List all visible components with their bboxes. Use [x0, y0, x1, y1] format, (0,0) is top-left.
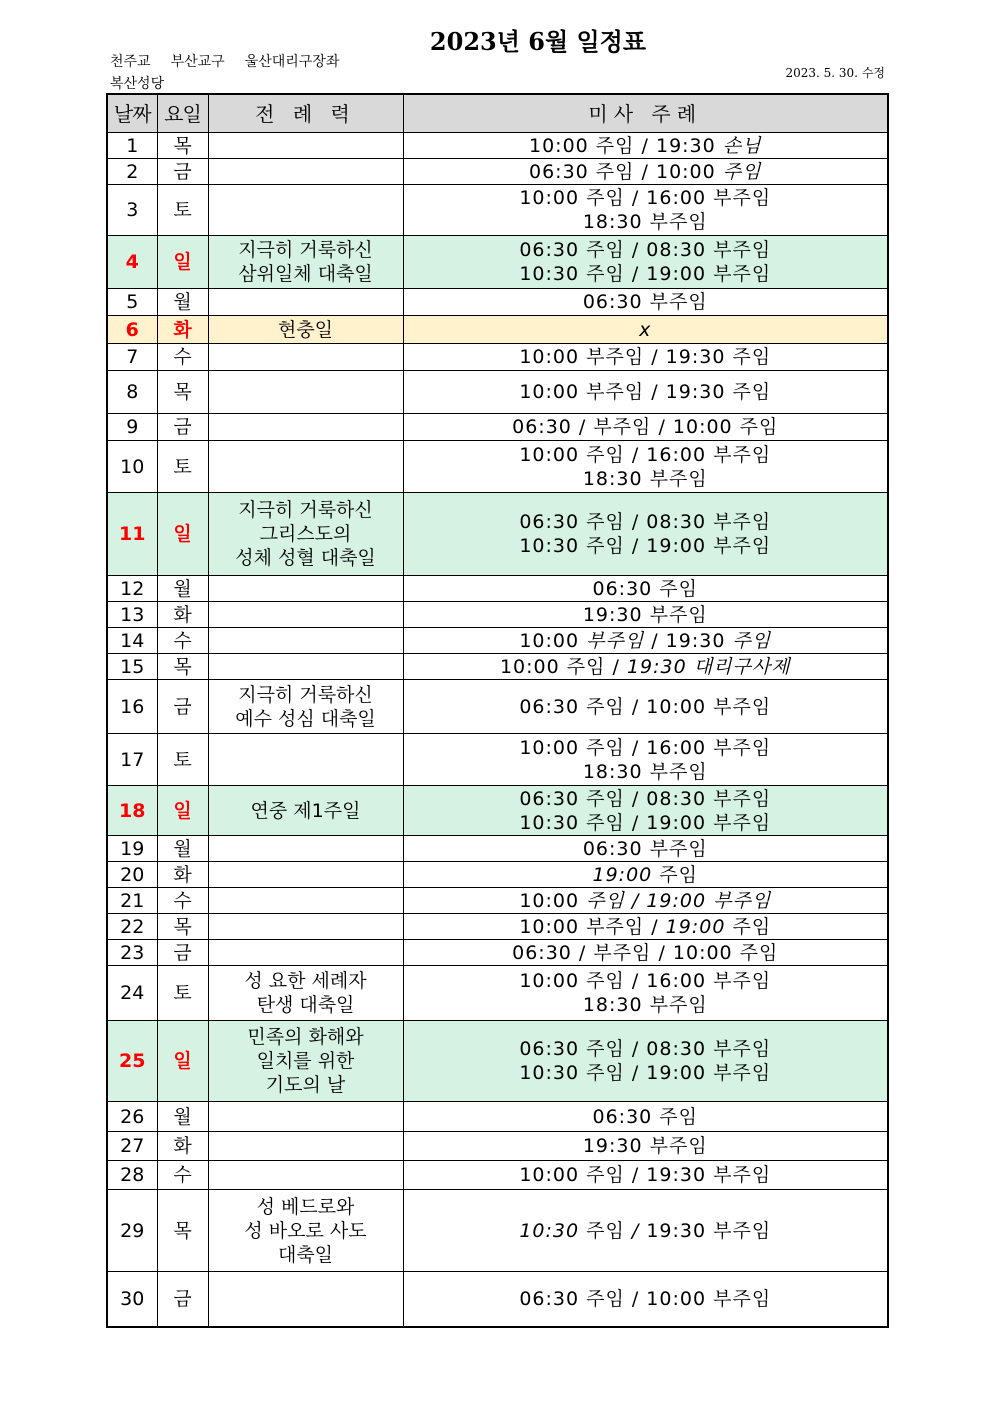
row-feast [208, 289, 403, 316]
schedule-row [107, 159, 888, 185]
row-date: 6 [107, 316, 157, 344]
header-feast: 전 례 력 [208, 94, 403, 133]
row-feast [208, 836, 403, 862]
schedule-row [107, 966, 888, 1021]
row-mass [403, 493, 888, 576]
row-date: 11 [107, 493, 157, 576]
schedule-row [107, 1021, 888, 1102]
mass-segment: x [639, 318, 652, 341]
mass-segment: 18:30 부주임 [582, 994, 708, 1016]
schedule-row [107, 602, 888, 628]
row-date: 30 [107, 1272, 157, 1327]
mass-line [404, 467, 888, 491]
row-date: 22 [107, 914, 157, 940]
row-feast [208, 371, 403, 414]
row-date: 8 [107, 371, 157, 414]
row-day: 금 [157, 159, 208, 185]
row-date: 29 [107, 1190, 157, 1272]
mass-line [404, 210, 888, 234]
mass-segment: / [631, 1219, 640, 1242]
row-feast [208, 888, 403, 914]
mass-segment: 10:00 [519, 629, 587, 652]
row-mass [403, 914, 888, 940]
row-day: 수 [157, 1161, 208, 1190]
mass-segment: 10:00 주임 / 16:00 부주임 [519, 736, 772, 759]
mass-line [404, 415, 888, 439]
mass-segment: 10:00 주임 / 19:30 부주임 [519, 1164, 772, 1186]
mass-segment: 10:30 주임 / 19:00 부주임 [519, 811, 772, 834]
row-feast: 연중 제1주일 [208, 786, 403, 836]
header-day: 요일 [157, 94, 208, 133]
row-mass [403, 316, 888, 344]
row-mass [403, 1272, 888, 1327]
row-date: 25 [107, 1021, 157, 1102]
mass-line [404, 510, 888, 534]
mass-segment: 10:00 주임 / [499, 655, 627, 678]
schedule-row [107, 1102, 888, 1132]
schedule-row [107, 734, 888, 786]
schedule-row [107, 344, 888, 371]
row-feast [208, 1102, 403, 1132]
schedule-row [107, 888, 888, 914]
mass-segment: 주임 [722, 160, 762, 183]
mass-segment: 손님 [722, 134, 762, 157]
row-mass [403, 888, 888, 914]
row-feast [208, 1272, 403, 1327]
mass-segment: 06:30 주임 / 08:30 부주임 [519, 787, 772, 810]
schedule-row [107, 654, 888, 680]
row-mass [403, 344, 888, 371]
header-mass: 미사 주례 [403, 94, 888, 133]
mass-segment: 06:30 주임 [592, 577, 698, 600]
row-day: 금 [157, 1272, 208, 1327]
row-day: 월 [157, 289, 208, 316]
row-date: 13 [107, 602, 157, 628]
row-day: 금 [157, 414, 208, 441]
row-mass [403, 862, 888, 888]
mass-line [404, 695, 888, 719]
mass-line [404, 915, 888, 939]
row-mass [403, 236, 888, 289]
mass-line [404, 863, 888, 887]
schedule-row [107, 628, 888, 654]
schedule-row [107, 680, 888, 734]
row-date: 26 [107, 1102, 157, 1132]
mass-segment: 10:30 주임 / 19:00 부주임 [519, 1062, 772, 1084]
row-day: 금 [157, 940, 208, 966]
mass-segment: 06:30 부주임 [582, 291, 708, 313]
mass-line [404, 318, 888, 342]
schedule-row [107, 1190, 888, 1272]
row-mass [403, 414, 888, 441]
row-mass [403, 628, 888, 654]
mass-segment: 06:30 주임 / 08:30 부주임 [519, 511, 772, 533]
schedule-row [107, 1161, 888, 1190]
schedule-body [107, 133, 888, 1327]
org-vicariate: 울산대리구장좌 [244, 54, 340, 70]
row-date: 18 [107, 786, 157, 836]
mass-segment: 19:00 [592, 863, 653, 886]
row-mass [403, 1190, 888, 1272]
row-day: 목 [157, 133, 208, 159]
mass-segment: 06:30 주임 / 08:30 부주임 [519, 239, 772, 261]
mass-segment: 주임 [652, 863, 698, 886]
mass-segment: 06:30 주임 / 10:00 [529, 160, 723, 183]
row-date: 10 [107, 441, 157, 493]
mass-segment: 18:30 부주임 [582, 211, 708, 233]
row-day: 토 [157, 185, 208, 236]
mass-line [404, 941, 888, 965]
mass-line [404, 837, 888, 861]
row-mass [403, 1161, 888, 1190]
mass-segment: 10:00 부주임 / 19:30 주임 [519, 381, 772, 403]
mass-line [404, 262, 888, 286]
org-block [110, 51, 359, 95]
row-day: 일 [157, 1021, 208, 1102]
row-mass [403, 786, 888, 836]
row-date: 23 [107, 940, 157, 966]
mass-segment: 06:30 / 부주임 / 10:00 주임 [512, 941, 779, 964]
mass-segment: 06:30 부주임 [582, 837, 708, 860]
mass-line [404, 736, 888, 760]
schedule-row [107, 1132, 888, 1161]
mass-segment: 19:30 부주임 [582, 603, 708, 626]
mass-line [404, 655, 888, 679]
mass-segment: 10:00 주임 / 16:00 부주임 [519, 443, 772, 466]
row-day: 화 [157, 1132, 208, 1161]
row-feast [208, 576, 403, 602]
row-feast: 민족의 화해와 일치를 위한 기도의 날 [208, 1021, 403, 1102]
mass-segment: 10:00 주임 / 16:00 부주임 [519, 187, 772, 209]
row-mass [403, 966, 888, 1021]
mass-line [404, 534, 888, 558]
mass-line [404, 1287, 888, 1311]
schedule-row [107, 316, 888, 344]
row-mass [403, 602, 888, 628]
row-mass [403, 185, 888, 236]
schedule-row [107, 371, 888, 414]
row-feast: 지극히 거룩하신 삼위일체 대축일 [208, 236, 403, 289]
row-day: 수 [157, 628, 208, 654]
row-mass [403, 441, 888, 493]
mass-segment: 19:30 대리구사제 [626, 655, 791, 678]
mass-segment: 10:00 주임 / 19:30 [529, 134, 723, 157]
org-church: 천주교 [110, 54, 151, 70]
row-day: 토 [157, 734, 208, 786]
row-feast [208, 734, 403, 786]
row-feast [208, 654, 403, 680]
row-day: 토 [157, 966, 208, 1021]
row-date: 14 [107, 628, 157, 654]
mass-line [404, 629, 888, 653]
mass-line [404, 345, 888, 369]
mass-segment: 19:30 부주임 [582, 1135, 708, 1157]
row-day: 월 [157, 1102, 208, 1132]
mass-segment: 06:30 주임 [592, 1105, 698, 1128]
row-mass [403, 1132, 888, 1161]
row-feast [208, 914, 403, 940]
row-feast [208, 1161, 403, 1190]
row-date: 19 [107, 836, 157, 862]
mass-line [404, 811, 888, 835]
row-day: 목 [157, 371, 208, 414]
row-date: 4 [107, 236, 157, 289]
mass-line [404, 1061, 888, 1085]
mass-line [404, 160, 888, 184]
mass-segment: 06:30 주임 / 08:30 부주임 [519, 1038, 772, 1060]
row-feast [208, 940, 403, 966]
org-diocese: 부산교구 [170, 54, 225, 70]
mass-line [404, 186, 888, 210]
row-mass [403, 1021, 888, 1102]
mass-line [404, 1105, 888, 1129]
row-date: 15 [107, 654, 157, 680]
row-date: 16 [107, 680, 157, 734]
mass-line [404, 238, 888, 262]
row-date: 3 [107, 185, 157, 236]
row-date: 9 [107, 414, 157, 441]
schedule-row [107, 133, 888, 159]
row-day: 목 [157, 914, 208, 940]
mass-segment: 06:30 / 부주임 / 10:00 주임 [512, 416, 779, 438]
mass-line [404, 290, 888, 314]
row-day: 토 [157, 441, 208, 493]
row-mass [403, 940, 888, 966]
mass-line [404, 577, 888, 601]
page-title: 2023년 6월 일정표 [429, 27, 647, 56]
mass-segment: 10:30 [519, 1219, 580, 1242]
row-feast [208, 862, 403, 888]
header-date: 날짜 [107, 94, 157, 133]
mass-line [404, 1219, 888, 1243]
mass-segment: 19:30 부주임 [639, 1219, 772, 1242]
mass-segment: 주임 [579, 1219, 632, 1242]
schedule-row [107, 836, 888, 862]
org-line [110, 51, 359, 73]
row-day: 수 [157, 888, 208, 914]
row-day: 월 [157, 836, 208, 862]
row-mass [403, 576, 888, 602]
schedule-row [107, 493, 888, 576]
schedule-row [107, 289, 888, 316]
row-date: 21 [107, 888, 157, 914]
row-day: 화 [157, 602, 208, 628]
mass-line [404, 787, 888, 811]
mass-line [404, 1037, 888, 1061]
schedule-row [107, 414, 888, 441]
mass-segment: 10:30 주임 / 19:00 부주임 [519, 535, 772, 557]
mass-line [404, 603, 888, 627]
mass-segment: 주임 / 19:00 부주임 [586, 889, 772, 912]
org-parish: 복산성당 [110, 76, 165, 92]
row-feast [208, 1132, 403, 1161]
row-feast: 현충일 [208, 316, 403, 344]
schedule-row [107, 441, 888, 493]
mass-segment: / 19:30 [644, 629, 733, 652]
mass-line [404, 889, 888, 913]
mass-segment: 부주임 [586, 629, 645, 652]
row-date: 12 [107, 576, 157, 602]
mass-segment: 10:00 [519, 889, 587, 912]
row-day: 목 [157, 654, 208, 680]
schedule-row [107, 786, 888, 836]
row-feast: 지극히 거룩하신 그리스도의 성체 성혈 대축일 [208, 493, 403, 576]
row-date: 24 [107, 966, 157, 1021]
row-mass [403, 654, 888, 680]
row-feast [208, 185, 403, 236]
row-feast [208, 133, 403, 159]
mass-segment: 10:00 부주임 / [519, 915, 666, 938]
row-feast [208, 602, 403, 628]
row-feast: 성 요한 세례자 탄생 대축일 [208, 966, 403, 1021]
row-date: 20 [107, 862, 157, 888]
schedule-row [107, 236, 888, 289]
schedule-row [107, 185, 888, 236]
row-feast: 지극히 거룩하신 예수 성심 대축일 [208, 680, 403, 734]
row-feast: 성 베드로와 성 바오로 사도 대축일 [208, 1190, 403, 1272]
row-day: 월 [157, 576, 208, 602]
mass-line [404, 380, 888, 404]
mass-segment: 주임 [732, 629, 772, 652]
schedule-row [107, 862, 888, 888]
row-day: 일 [157, 236, 208, 289]
row-feast [208, 344, 403, 371]
row-day: 금 [157, 680, 208, 734]
mass-segment: 주임 [725, 915, 772, 938]
row-mass [403, 289, 888, 316]
row-date: 7 [107, 344, 157, 371]
row-feast [208, 159, 403, 185]
mass-line [404, 134, 888, 158]
mass-segment: 18:30 부주임 [582, 467, 708, 490]
row-mass [403, 836, 888, 862]
row-date: 5 [107, 289, 157, 316]
row-day: 화 [157, 862, 208, 888]
schedule-row [107, 914, 888, 940]
row-date: 27 [107, 1132, 157, 1161]
row-mass [403, 159, 888, 185]
row-mass [403, 1102, 888, 1132]
row-feast [208, 628, 403, 654]
mass-line [404, 993, 888, 1017]
row-feast [208, 441, 403, 493]
row-mass [403, 133, 888, 159]
row-date: 2 [107, 159, 157, 185]
mass-line [404, 969, 888, 993]
row-day: 목 [157, 1190, 208, 1272]
mass-segment: 18:30 부주임 [582, 760, 708, 783]
row-day: 화 [157, 316, 208, 344]
row-day: 수 [157, 344, 208, 371]
row-date: 28 [107, 1161, 157, 1190]
mass-segment: 06:30 주임 / 10:00 부주임 [519, 695, 772, 718]
mass-line [404, 1134, 888, 1158]
row-mass [403, 734, 888, 786]
header-row [107, 94, 888, 133]
row-day: 일 [157, 786, 208, 836]
row-mass [403, 680, 888, 734]
schedule-table [106, 93, 889, 1328]
mass-segment: 10:30 주임 / 19:00 부주임 [519, 263, 772, 285]
revision-date: 2023. 5. 30. 수정 [785, 66, 885, 80]
mass-line [404, 443, 888, 467]
schedule-row [107, 576, 888, 602]
row-date: 1 [107, 133, 157, 159]
row-date: 17 [107, 734, 157, 786]
mass-segment: 10:00 주임 / 16:00 부주임 [519, 970, 772, 992]
mass-line [404, 760, 888, 784]
mass-segment: 06:30 주임 / 10:00 부주임 [519, 1287, 772, 1310]
mass-segment: 10:00 부주임 / 19:30 주임 [519, 346, 772, 368]
schedule-row [107, 1272, 888, 1327]
row-mass [403, 371, 888, 414]
row-day: 일 [157, 493, 208, 576]
mass-line [404, 1163, 888, 1187]
row-feast [208, 414, 403, 441]
schedule-row [107, 940, 888, 966]
mass-segment: 19:00 [665, 915, 726, 938]
